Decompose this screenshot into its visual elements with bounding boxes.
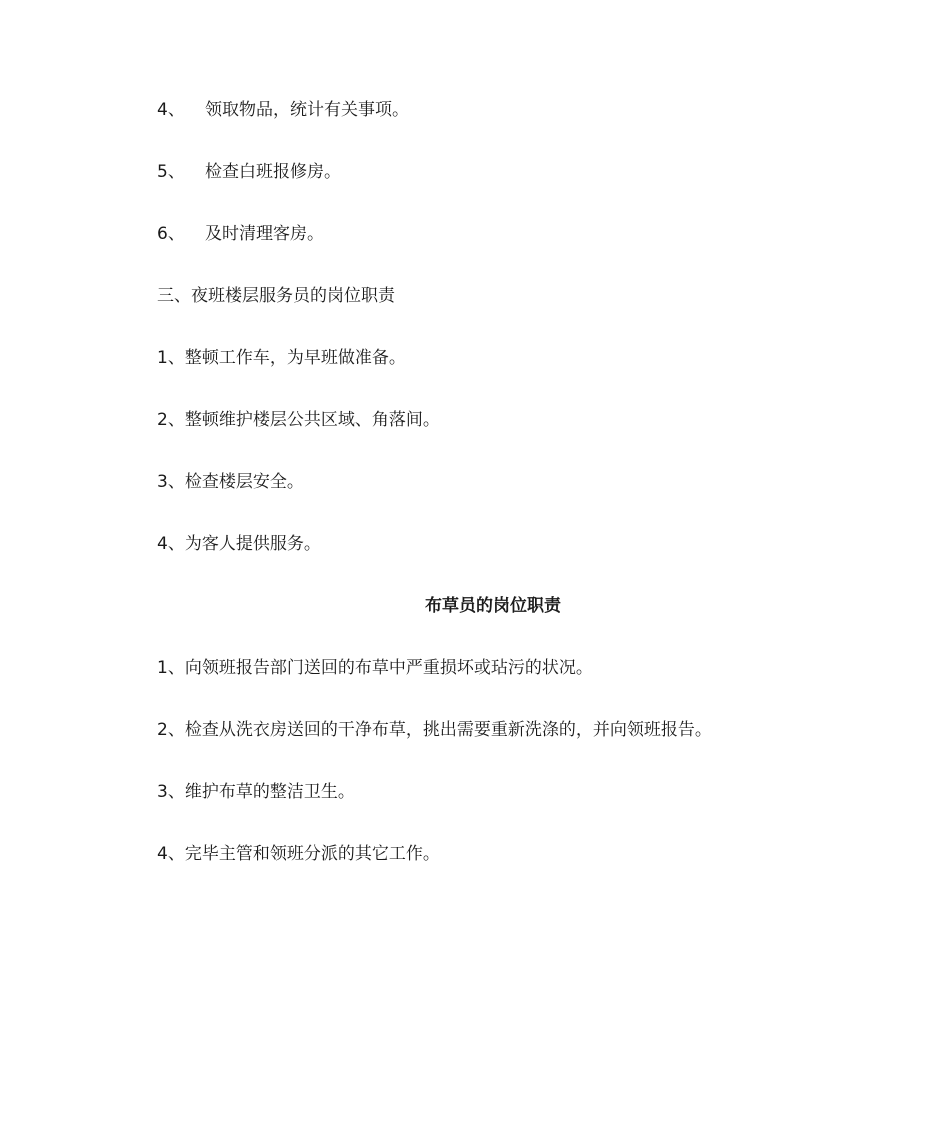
list-item: 3、维护布草的整洁卫生。	[157, 782, 355, 802]
list-item-number: 4、	[157, 100, 185, 120]
list-item: 4、为客人提供服务。	[157, 534, 321, 554]
list-item-text: 检查白班报修房。	[205, 162, 341, 182]
list-item-number: 6、	[157, 224, 185, 244]
list-item	[157, 160, 341, 184]
section-title-night-shift: 三、夜班楼层服务员的岗位职责	[157, 286, 395, 306]
list-item	[157, 98, 409, 122]
list-item	[157, 222, 324, 246]
list-item-text: 领取物品，统计有关事项。	[205, 100, 409, 120]
list-item-text: 及时清理客房。	[205, 224, 324, 244]
list-item: 3、检查楼层安全。	[157, 472, 304, 492]
list-item: 2、整顿维护楼层公共区域、角落间。	[157, 410, 440, 430]
list-item: 4、完毕主管和领班分派的其它工作。	[157, 844, 440, 864]
section-heading-linen-staff: 布草员的岗位职责	[425, 596, 561, 616]
list-item-number: 5、	[157, 162, 185, 182]
list-item: 2、检查从洗衣房送回的干净布草，挑出需要重新洗涤的，并向领班报告。	[157, 720, 712, 740]
list-item: 1、整顿工作车，为早班做准备。	[157, 348, 406, 368]
list-item: 1、向领班报告部门送回的布草中严重损坏或玷污的状况。	[157, 658, 593, 678]
